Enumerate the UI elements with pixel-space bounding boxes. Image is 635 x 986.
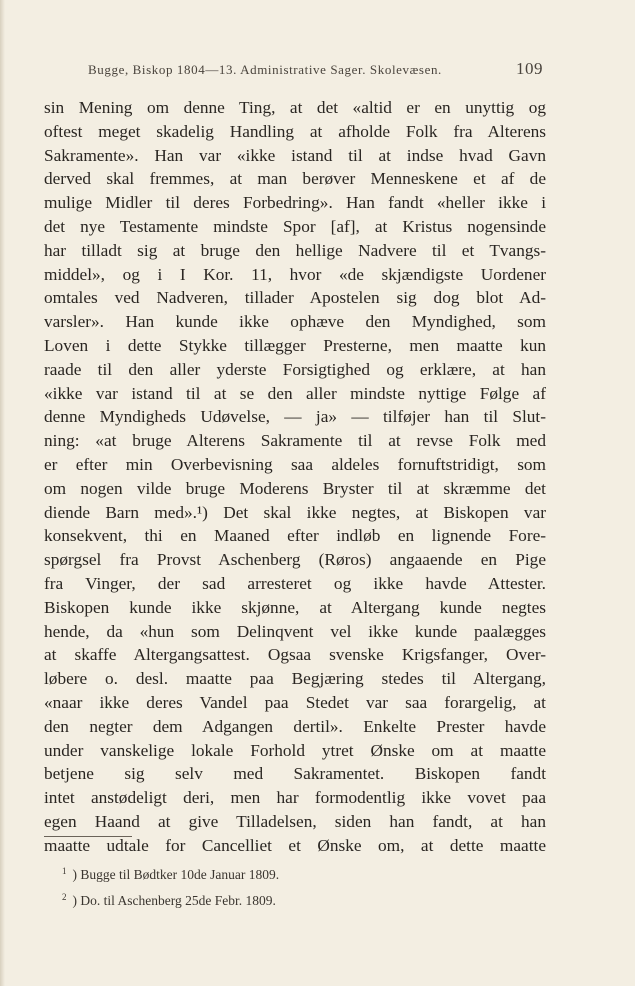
text-line: intet anstødeligt deri, men har formodentlig ikke vovet paa: [44, 788, 546, 808]
text-line: ning: «at bruge Alterens Sakramente til at revse Folk med: [44, 431, 546, 451]
text-line: denne Myndigheds Udøvelse, — ja» — tilføjer han til Slut-: [44, 407, 546, 427]
footnote-mark: 2: [62, 892, 67, 902]
footnotes: [62, 860, 512, 912]
text-line: varsler». Han kunde ikke ophæve den Myndighed, som: [44, 312, 546, 332]
text-line: «ikke var istand til at se den aller mindste nyttige Følge af: [44, 383, 546, 403]
text-line: Loven i dette Stykke tillægger Presterne, men maatte kun: [44, 335, 546, 355]
text-line: den negter dem Adgangen dertil». Enkelte Prester havde: [44, 716, 546, 736]
footnote: $^1$ ) Bugge til Bødtker 10de Januar 1809.: [62, 866, 280, 882]
text-line: Sakramente». Han var «ikke istand til at indse hvad Gavn: [44, 145, 546, 165]
text-line: har tilladt sig at bruge den hellige Nadvere til et Tvangs-: [44, 240, 546, 260]
page-number: 109: [516, 59, 543, 78]
text-line: egen Haand at give Tilladelsen, siden han fandt, at han: [44, 811, 546, 831]
page-binding-shadow: [0, 0, 5, 986]
text-line: «naar ikke deres Vandel paa Stedet var saa forargelig, at: [44, 692, 546, 712]
text-line: mulige Midler til deres Forbedring». Han fandt «heller ikke i: [44, 193, 546, 213]
text-line: raade til den aller yderste Forsigtighed og erklære, at han: [44, 359, 546, 379]
footnote-mark: 1: [62, 866, 67, 876]
text-line: derved skal fremmes, at man berøver Menneskene et af de: [44, 169, 546, 189]
text-line: hende, da «hun som Delinqvent vel ikke kunde paalægges: [44, 621, 546, 641]
text-line: at skaffe Altergangsattest. Ogsaa svenske Krigsfanger, Over-: [44, 645, 546, 665]
body-text: [44, 96, 546, 858]
text-line: løbere o. desl. maatte paa Begjæring stedes til Altergang,: [44, 669, 546, 689]
running-title: Bugge, Biskop 1804—13. Administrative Sager. Skolevæsen.: [88, 62, 442, 77]
text-line: Biskopen kunde ikke skjønne, at Altergang kunde negtes: [44, 597, 546, 617]
text-line: diende Barn med».¹) Det skal ikke negtes, at Biskopen var: [44, 502, 546, 522]
text-line: fra Vinger, der sad arresteret og ikke havde Attester.: [44, 573, 546, 593]
text-line: middel», og i I Kor. 11, hvor «de skjændigste Uordener: [44, 264, 546, 284]
text-line: oftest meget skadelig Handling at afholde Folk fra Alterens: [44, 121, 546, 141]
running-header: [88, 59, 543, 78]
text-line: det nye Testamente mindste Spor [af], at Kristus nogensinde: [44, 216, 546, 236]
text-line: betjene sig selv med Sakramentet. Biskopen fandt: [44, 764, 546, 784]
text-line: omtales ved Nadveren, tillader Apostelen sig dog blot Ad-: [44, 288, 546, 308]
text-line: konsekvent, thi en Maaned efter indløb en lignende Fore-: [44, 526, 546, 546]
text-line: er efter min Overbevisning saa aldeles fornuftstridigt, som: [44, 454, 546, 474]
text-line: under vanskelige lokale Forhold ytret Ønske om at maatte: [44, 740, 546, 760]
text-line: spørgsel fra Provst Aschenberg (Røros) angaaende en Pige: [44, 550, 546, 570]
text-line: om nogen vilde bruge Moderens Bryster til at skræmme det: [44, 478, 546, 498]
text-line: maatte udtale for Cancelliet et Ønske om, at dette maatte: [44, 835, 546, 855]
footnote: $^2$ ) Do. til Aschenberg 25de Febr. 1809.: [62, 892, 276, 908]
footnote-divider: [44, 836, 132, 837]
footnote-text: Do. til Aschenberg 25de Febr. 1809.: [80, 893, 276, 908]
footnote-text: Bugge til Bødtker 10de Januar 1809.: [80, 867, 280, 882]
text-line: sin Mening om denne Ting, at det «altid er en unyttig og: [44, 98, 546, 117]
